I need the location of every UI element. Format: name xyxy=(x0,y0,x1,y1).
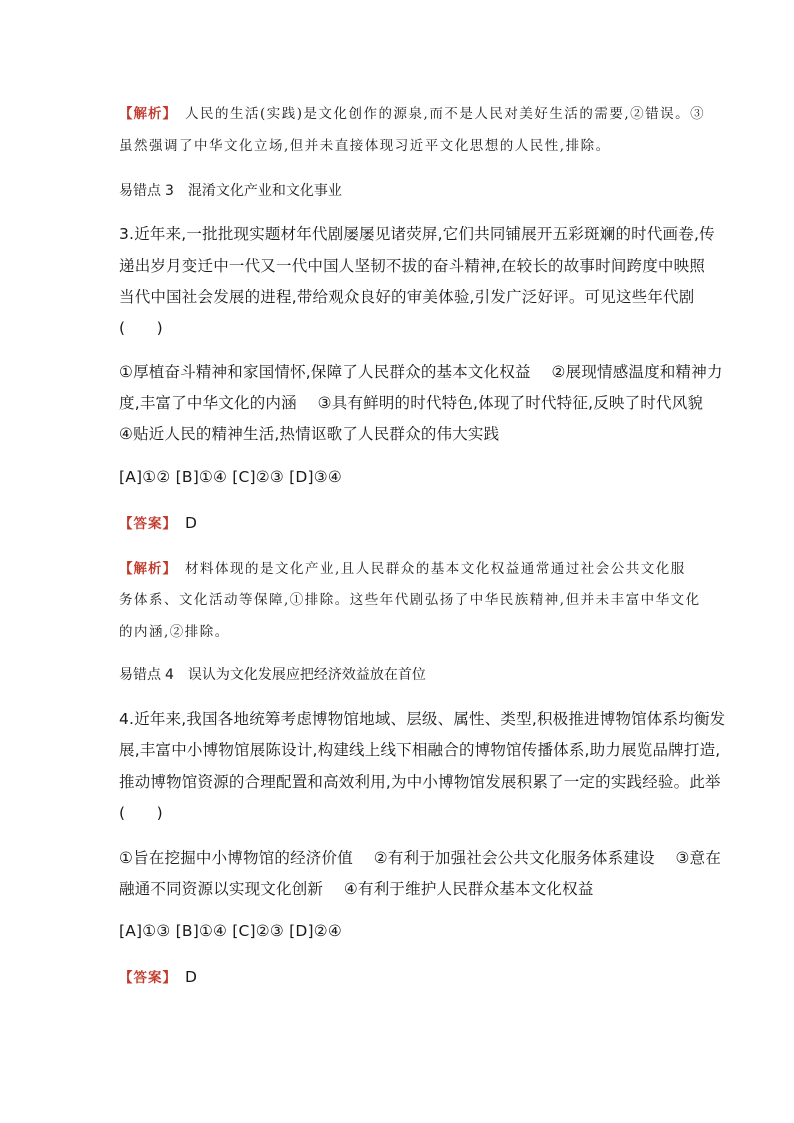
question-line: 递出岁月变迁中一代又一代中国人坚韧不拔的奋斗精神,在较长的故事时间跨度中映照 xyxy=(119,257,706,275)
explanation-line xyxy=(119,102,705,122)
explanation-line: 的内涵,②排除。 xyxy=(119,624,230,640)
answer-line xyxy=(119,966,197,986)
explanation-text: 材料体现的是文化产业,且人民群众的基本文化权益通常通过社会公共文化服 xyxy=(185,561,686,577)
answer-value: D xyxy=(185,968,198,986)
answer-blank: ( ) xyxy=(119,804,163,822)
answer-tag: 【答案】 xyxy=(119,970,177,986)
section-heading xyxy=(119,664,426,684)
section-prefix: 易错点 xyxy=(119,183,161,199)
section-number: 4 xyxy=(165,667,174,683)
section-heading xyxy=(119,180,342,200)
question-line: 4.近年来,我国各地统筹考虑博物馆地域、层级、属性、类型,积极推进博物馆体系均衡发 xyxy=(119,710,726,728)
question-line: 当代中国社会发展的进程,带给观众良好的审美体验,引发广泛好评。可见这些年代剧 xyxy=(119,288,695,306)
option-line: 融通不同资源以实现文化创新 ④有利于维护人民群众基本文化权益 xyxy=(119,880,594,898)
answer-blank: ( ) xyxy=(119,319,163,337)
answer-value: D xyxy=(185,514,198,532)
option-line: ①厚植奋斗精神和家国情怀,保障了人民群众的基本文化权益 ②展现情感温度和精神力 xyxy=(119,363,723,381)
answer-line xyxy=(119,512,197,532)
choice-list: [A]①③ [B]①④ [C]②③ [D]②④ xyxy=(119,922,342,940)
section-prefix: 易错点 xyxy=(119,667,161,683)
choice-list: [A]①② [B]①④ [C]②③ [D]③④ xyxy=(119,468,342,486)
explanation-line: 务体系、文化活动等保障,①排除。这些年代剧弘扬了中华民族精神,但并未丰富中华文化 xyxy=(119,592,701,608)
question-line: 3.近年来,一批批现实题材年代剧屡屡见诸荧屏,它们共同铺展开五彩斑斓的时代画卷,传 xyxy=(119,225,715,243)
explanation-tag: 【解析】 xyxy=(119,561,177,577)
section-title: 误认为文化发展应把经济效益放在首位 xyxy=(187,667,426,683)
section-title: 混淆文化产业和文化事业 xyxy=(187,183,342,199)
section-number: 3 xyxy=(165,183,174,199)
explanation-line: 虽然强调了中华文化立场,但并未直接体现习近平文化思想的人民性,排除。 xyxy=(119,138,611,154)
answer-tag: 【答案】 xyxy=(119,516,177,532)
explanation-line xyxy=(119,557,686,577)
question-line: 推动博物馆资源的合理配置和高效利用,为中小博物馆发展积累了一定的实践经验。此举 xyxy=(119,773,721,791)
option-line: 度,丰富了中华文化的内涵 ③具有鲜明的时代特色,体现了时代特征,反映了时代风貌 xyxy=(119,394,704,412)
question-line: 展,丰富中小博物馆展陈设计,构建线上线下相融合的博物馆传播体系,助力展览品牌打造, xyxy=(119,741,721,759)
explanation-text: 人民的生活(实践)是文化创作的源泉,而不是人民对美好生活的需要,②错误。③ xyxy=(185,106,706,122)
option-line: ①旨在挖掘中小博物馆的经济价值 ②有利于加强社会公共文化服务体系建设 ③意在 xyxy=(119,849,722,867)
explanation-tag: 【解析】 xyxy=(119,106,177,122)
option-line: ④贴近人民的精神生活,热情讴歌了人民群众的伟大实践 xyxy=(119,425,500,443)
